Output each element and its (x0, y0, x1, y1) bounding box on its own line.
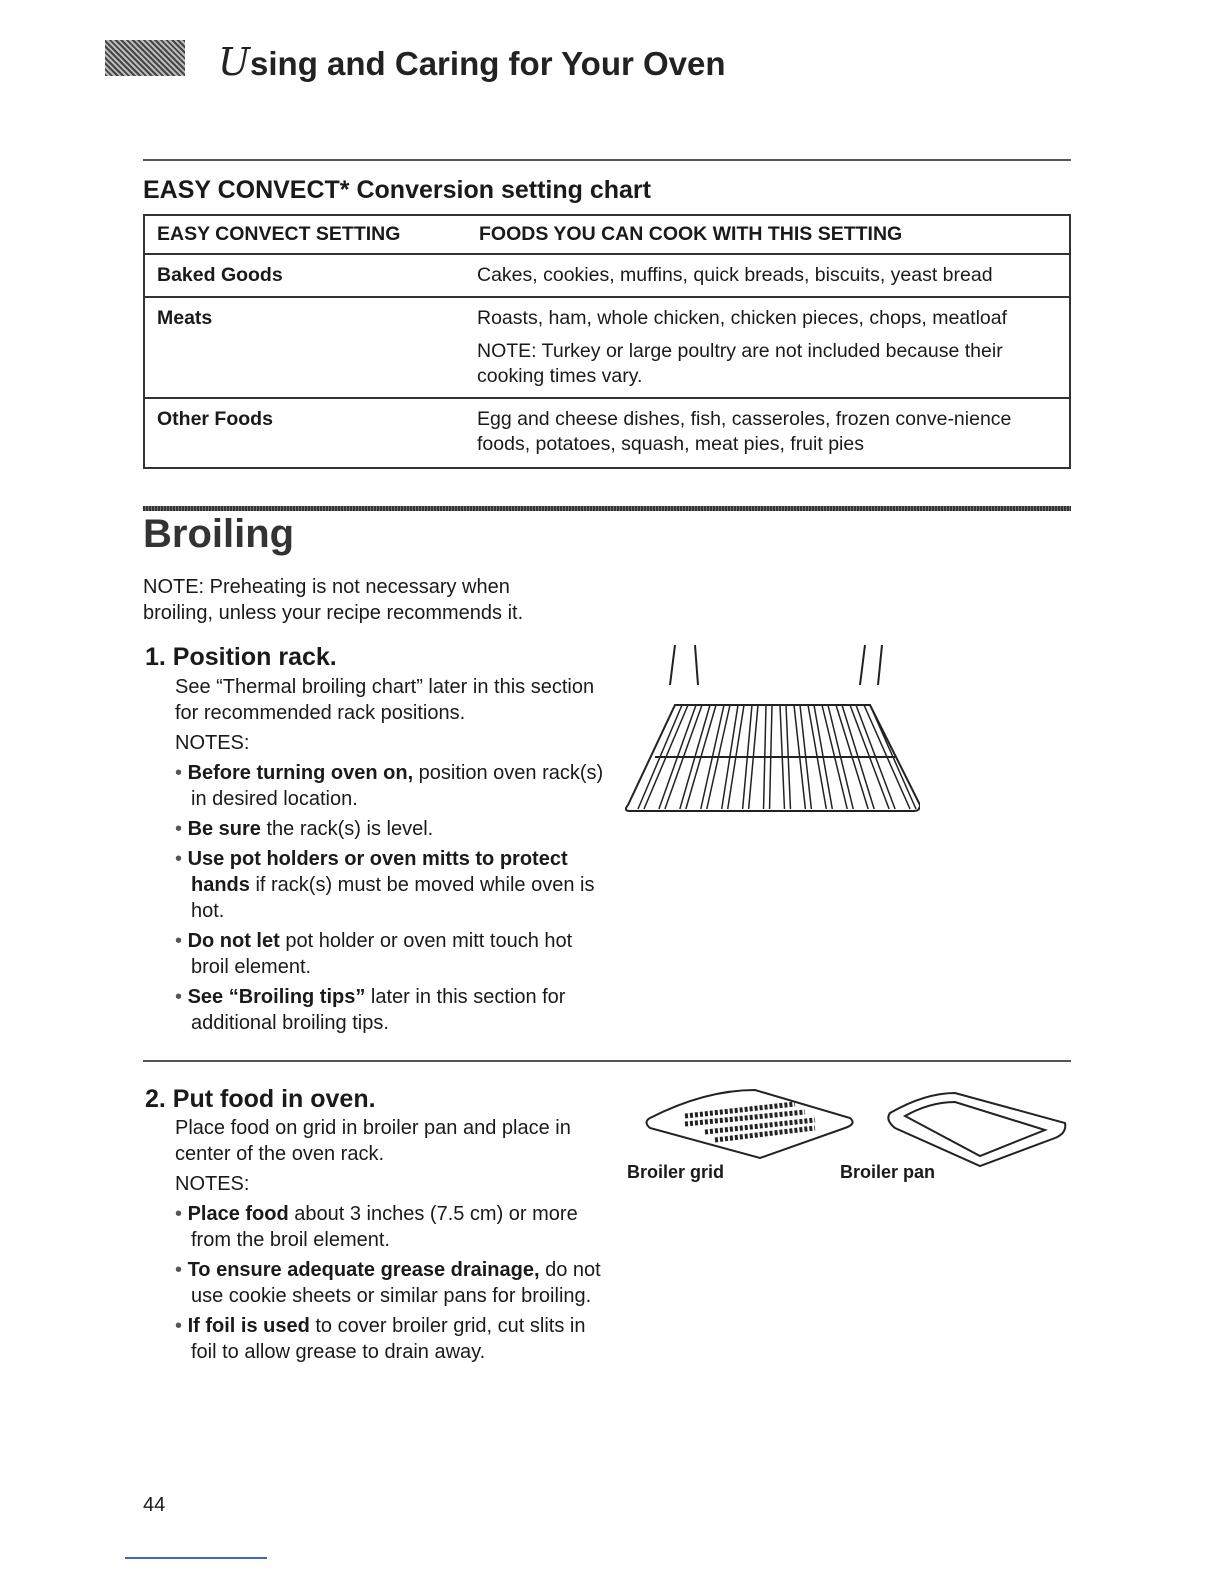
list-item (175, 1257, 605, 1309)
step-text: See “Thermal broiling chart” later in this section for recommended rack positions. (175, 676, 595, 724)
divider (143, 159, 1071, 161)
bold-lead: Use pot holders or oven mitts to protect hands (187, 848, 568, 896)
step-text: Place food on grid in broiler pan and place in center of the oven rack. (175, 1117, 571, 1165)
list-item (175, 846, 605, 924)
bold-lead: See “Broiling tips” (187, 986, 366, 1008)
title-initial: U (218, 40, 251, 84)
foods-cell: Egg and cheese dishes, fish, casseroles, frozen conve-nience foods, potatoes, squash, meat pies, fruit pies (467, 398, 1070, 468)
table-note (477, 339, 1057, 389)
conversion-table (143, 214, 1071, 469)
item-text: about 3 inches (7.5 cm) or more from the broil element. (191, 1203, 578, 1251)
table-row (144, 398, 1070, 468)
section-heading: Broiling (143, 512, 295, 556)
divider (143, 1060, 1071, 1062)
foods-text: Roasts, ham, whole chicken, chicken pieces, chops, meatloaf (477, 307, 1008, 329)
broiler-pan-caption: Broiler pan (840, 1162, 936, 1182)
step-1-notes (175, 760, 605, 1036)
broiling-note (143, 574, 583, 626)
broiler-grid-caption: Broiler grid (627, 1162, 725, 1182)
bold-lead: If foil is used (187, 1315, 310, 1337)
step-2-title: 2. Put food in oven. (145, 1085, 376, 1113)
list-item (175, 1313, 605, 1365)
foods-cell: Cakes, cookies, muffins, quick breads, biscuits, yeast bread (467, 254, 1070, 297)
chart-title: EASY CONVECT* Conversion setting chart (143, 176, 651, 204)
item-text: the rack(s) is level. (260, 818, 434, 840)
bold-lead: Be sure (187, 818, 261, 840)
list-item (175, 984, 605, 1036)
notes-label: NOTES: (175, 732, 250, 754)
bold-lead: Place food (187, 1203, 289, 1225)
list-item (175, 1201, 605, 1253)
broiler-grid-illustration (645, 1088, 865, 1163)
setting-cell: Other Foods (144, 398, 467, 468)
step-2-notes (175, 1201, 605, 1365)
bold-lead: To ensure adequate grease drainage, (187, 1259, 540, 1281)
note-text: Turkey or large poultry are not included because their cooking times vary. (477, 340, 1003, 387)
col-header: EASY CONVECT SETTING (144, 215, 467, 254)
bold-lead: Do not let (187, 930, 280, 952)
item-text: to cover broiler grid, cut slits in foil to allow grease to drain away. (191, 1315, 586, 1363)
broiler-pan-illustration (885, 1088, 1070, 1168)
list-item (175, 928, 605, 980)
page-title (218, 40, 726, 84)
table-header-row (144, 215, 1070, 254)
item-text: position oven rack(s) in desired location. (191, 762, 604, 810)
foods-cell (467, 297, 1070, 398)
item-text: do not use cookie sheets or similar pans for broiling. (191, 1259, 601, 1307)
item-text: if rack(s) must be moved while oven is hot. (191, 874, 595, 922)
setting-cell: Baked Goods (144, 254, 467, 297)
col-header: FOODS YOU CAN COOK WITH THIS SETTING (467, 215, 1070, 254)
list-item (175, 816, 605, 842)
oven-rack-illustration (620, 645, 920, 815)
item-text: later in this section for additional broiling tips. (191, 986, 566, 1034)
footer-rule (125, 1557, 267, 1559)
table-row (144, 297, 1070, 398)
title-rest: sing and Caring for Your Oven (250, 45, 726, 82)
step-1-body (175, 674, 605, 1040)
step-1-title: 1. Position rack. (145, 643, 337, 671)
note-text: Preheating is not necessary when broiling, unless your recipe recommends it. (143, 576, 524, 624)
note-label: NOTE: (143, 576, 205, 598)
notes-label: NOTES: (175, 1173, 250, 1195)
item-text: pot holder or oven mitt touch hot broil element. (191, 930, 573, 978)
bold-lead: Before turning oven on, (187, 762, 414, 784)
table-row (144, 254, 1070, 297)
section-divider (143, 506, 1071, 511)
step-2-body (175, 1115, 605, 1369)
note-label: NOTE: (477, 340, 537, 362)
section-logo-icon (105, 40, 185, 76)
setting-cell: Meats (144, 297, 467, 398)
page-number: 44 (143, 1494, 166, 1516)
list-item (175, 760, 605, 812)
